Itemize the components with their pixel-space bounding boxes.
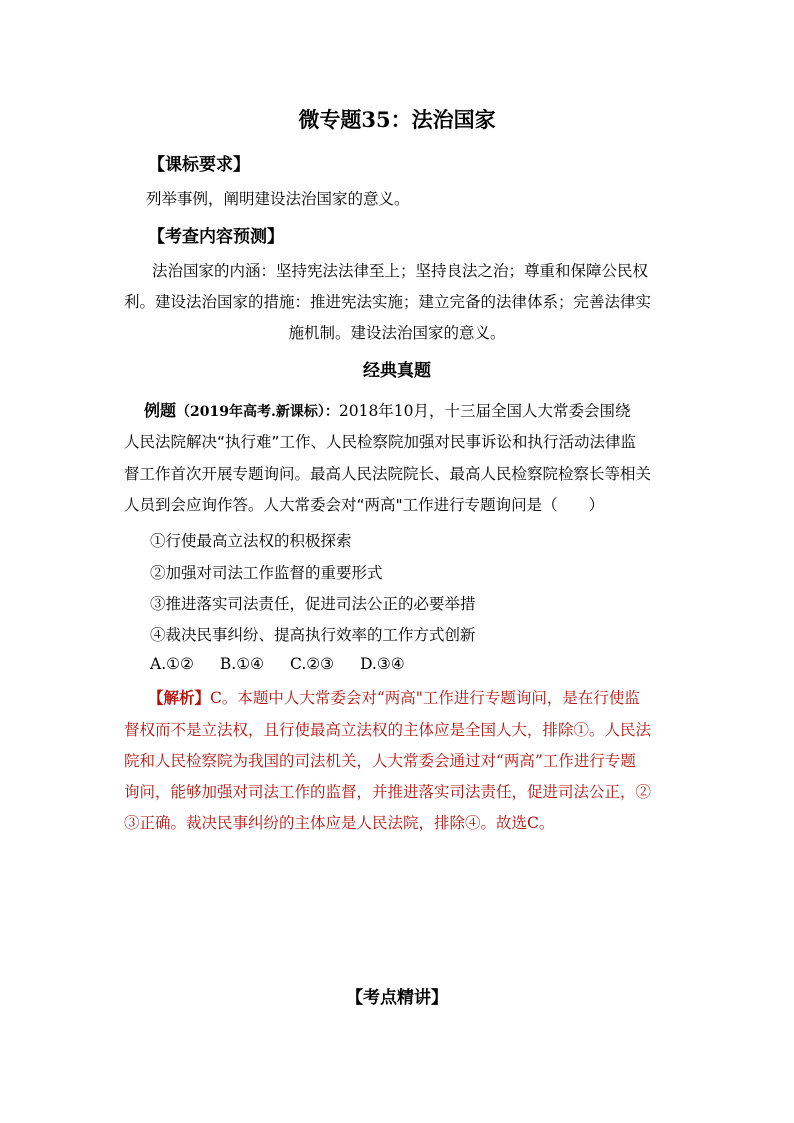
statement-3: ③推进落实司法责任，促进司法公正的必要举措 xyxy=(150,595,476,613)
example-line-3: 督工作首次开展专题询问。最高人民法院院长、最高人民检察院检察长等相关 xyxy=(124,465,652,483)
analysis-line-5: ③正确。裁决民事纠纷的主体应是人民法院，排除④。故选C。 xyxy=(124,814,555,832)
curriculum-heading: 【课标要求】 xyxy=(148,155,250,175)
classic-heading: 经典真题 xyxy=(363,361,431,381)
key-points-heading: 【考点精讲】 xyxy=(346,988,448,1008)
analysis-line1-rest: C。本题中人大常委会对“两高"工作进行专题询问，是在行使监 xyxy=(210,689,640,707)
option-b: B.①④ xyxy=(219,655,265,673)
prediction-line-2: 利。建设法治国家的措施：推进宪法实施；建立完备的法律体系；完善法律实 xyxy=(124,293,652,311)
analysis-line-4: 询问，能够加强对司法工作的监督，并推进落实司法责任，促进司法公正，② xyxy=(124,783,652,801)
analysis-label: 【解析】 xyxy=(148,688,211,707)
curriculum-text: 列举事例，阐明建设法治国家的意义。 xyxy=(146,190,410,208)
prediction-line-3: 施机制。建设法治国家的意义。 xyxy=(288,324,506,342)
example-source: （2019年高考.新课标）： xyxy=(176,404,339,420)
option-d: D.③④ xyxy=(360,655,405,673)
example-first-line xyxy=(144,398,631,421)
statement-2: ②加强对司法工作监督的重要形式 xyxy=(150,564,383,582)
prediction-heading: 【考查内容预测】 xyxy=(148,227,284,247)
analysis-line-2: 督权而不是立法权，且行使最高立法权的主体应是全国人大，排除①。人民法 xyxy=(124,721,652,739)
answer-options xyxy=(150,655,431,673)
statement-4: ④裁决民事纠纷、提高执行效率的工作方式创新 xyxy=(150,626,476,644)
example-line-4: 人员到会应询作答。人大常委会对“两高"工作进行专题询问是（ ） xyxy=(124,496,605,514)
example-label: 例题 xyxy=(144,401,177,420)
analysis-line-3: 院和人民检察院为我国的司法机关，人大常委会通过对“两高”工作进行专题 xyxy=(124,752,636,770)
statement-1: ①行使最高立法权的积极探索 xyxy=(150,532,352,550)
option-c: C.②③ xyxy=(290,655,335,673)
prediction-line-1: 法治国家的内涵：坚持宪法法律至上；坚持良法之治；尊重和保障公民权 xyxy=(152,262,649,280)
example-line-2: 人民法院解决“执行难”工作、人民检察院加强对民事诉讼和执行活动法律监 xyxy=(124,433,637,451)
option-a: A.①② xyxy=(150,655,194,673)
page-title: 微专题35：法治国家 xyxy=(298,107,496,132)
example-line1-rest: 2018年10月，十三届全国人大常委会围绕 xyxy=(338,402,631,420)
analysis-first-line xyxy=(148,686,640,708)
